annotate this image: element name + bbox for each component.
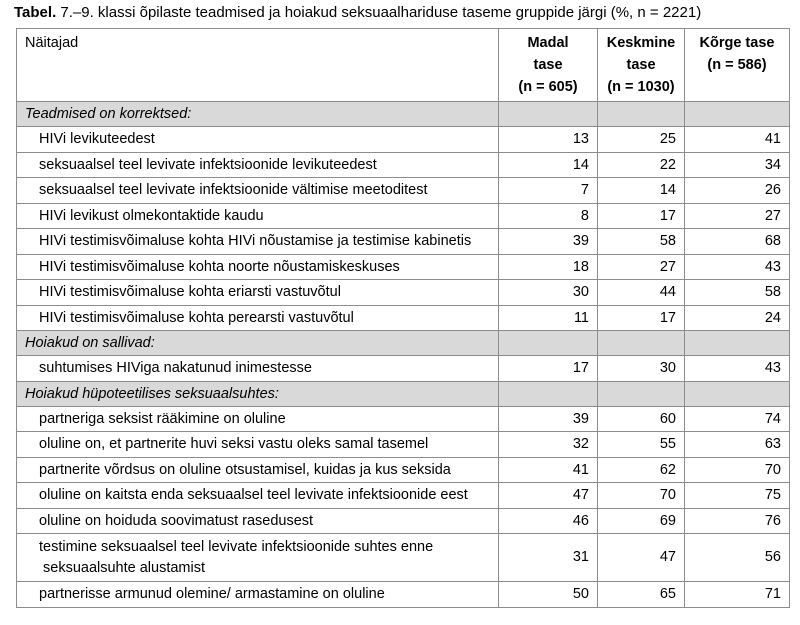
row-label-text: seksuaalsel teel levivate infektsioonide levikuteedest [39, 156, 377, 173]
value-high: 41 [685, 127, 790, 153]
value-high: 68 [685, 229, 790, 255]
row-label [17, 534, 499, 582]
value-low: 32 [499, 432, 598, 458]
header-medium [598, 29, 685, 102]
value-medium: 60 [598, 406, 685, 432]
table-row [17, 203, 790, 229]
row-label [17, 152, 499, 178]
value-high: 24 [685, 305, 790, 331]
header-low-line2: tase [533, 57, 563, 73]
row-label-text: oluline on hoiduda soovimatust rasedusest [39, 512, 314, 529]
row-label [17, 483, 499, 509]
section-title: Hoiakud hüpoteetilises seksuaalsuhtes: [17, 381, 499, 406]
table-caption [14, 3, 701, 22]
row-label-text: seksuaalsel teel levivate infektsioonide vältimise meetoditest [39, 182, 428, 199]
table-row [17, 406, 790, 432]
section-empty-cell [598, 331, 685, 356]
section-empty-cell [499, 331, 598, 356]
caption-text: 7.–9. klassi õpilaste teadmised ja hoiakud seksuaalhariduse taseme gruppide järgi (%, n = 2221) [56, 4, 702, 21]
value-medium: 17 [598, 305, 685, 331]
row-label [17, 178, 499, 204]
section-header-row [17, 331, 790, 356]
table-row [17, 152, 790, 178]
table-row [17, 356, 790, 382]
value-low: 7 [499, 178, 598, 204]
section-header-row [17, 381, 790, 406]
row-label [17, 457, 499, 483]
value-medium: 58 [598, 229, 685, 255]
section-empty-cell [499, 102, 598, 127]
value-high: 34 [685, 152, 790, 178]
data-table [16, 28, 790, 608]
section-empty-cell [685, 381, 790, 406]
table-body [17, 102, 790, 608]
row-label [17, 582, 499, 608]
table-row [17, 432, 790, 458]
value-high: 43 [685, 356, 790, 382]
header-row [17, 29, 790, 102]
section-empty-cell [685, 331, 790, 356]
value-medium: 25 [598, 127, 685, 153]
row-label [17, 305, 499, 331]
table-row [17, 508, 790, 534]
value-medium: 55 [598, 432, 685, 458]
table-row [17, 457, 790, 483]
header-high-line2: (n = 586) [707, 57, 767, 73]
section-empty-cell [598, 102, 685, 127]
section-empty-cell [598, 381, 685, 406]
value-medium: 65 [598, 582, 685, 608]
section-title: Teadmised on korrektsed: [17, 102, 499, 127]
value-high: 63 [685, 432, 790, 458]
value-medium: 62 [598, 457, 685, 483]
value-low: 39 [499, 406, 598, 432]
header-low [499, 29, 598, 102]
value-high: 56 [685, 534, 790, 582]
value-low: 47 [499, 483, 598, 509]
row-label-text: testimine seksuaalsel teel levivate infektsioonide suhtes enne [39, 538, 434, 555]
header-high-line1: Kõrge tase [699, 35, 775, 51]
table-row [17, 280, 790, 306]
row-label [17, 254, 499, 280]
row-label-text: HIVi levikust olmekontaktide kaudu [39, 207, 264, 224]
table-row [17, 229, 790, 255]
value-medium: 17 [598, 203, 685, 229]
value-high: 70 [685, 457, 790, 483]
row-label-text: HIVi testimisvõimaluse kohta eriarsti vastuvõtul [39, 284, 341, 301]
row-label-text: HIVi testimisvõimaluse kohta HIVi nõustamise ja testimise kabinetis [39, 233, 472, 250]
section-header-row [17, 102, 790, 127]
value-low: 14 [499, 152, 598, 178]
table-row [17, 178, 790, 204]
value-low: 13 [499, 127, 598, 153]
table-row [17, 534, 790, 582]
value-high: 74 [685, 406, 790, 432]
header-low-line1: Madal [527, 35, 569, 51]
row-label-text: partnerite võrdsus on oluline otsustamisel, kuidas ja kus seksida [39, 461, 451, 478]
row-label [17, 432, 499, 458]
row-label [17, 508, 499, 534]
section-empty-cell [499, 381, 598, 406]
value-low: 18 [499, 254, 598, 280]
value-low: 41 [499, 457, 598, 483]
header-indicator: Näitajad [17, 29, 499, 102]
row-label-text: partneriga seksist rääkimine on oluline [39, 410, 286, 427]
row-label-text: HIVi testimisvõimaluse kohta noorte nõustamiskeskuses [39, 258, 400, 275]
value-low: 30 [499, 280, 598, 306]
row-label [17, 356, 499, 382]
value-medium: 30 [598, 356, 685, 382]
value-low: 8 [499, 203, 598, 229]
table-row [17, 254, 790, 280]
value-low: 31 [499, 534, 598, 582]
value-high: 71 [685, 582, 790, 608]
header-medium-line3: (n = 1030) [607, 79, 675, 95]
header-high [685, 29, 790, 102]
header-medium-line2: tase [626, 57, 656, 73]
value-medium: 69 [598, 508, 685, 534]
table-row [17, 127, 790, 153]
header-low-line3: (n = 605) [518, 79, 578, 95]
value-low: 50 [499, 582, 598, 608]
value-high: 58 [685, 280, 790, 306]
row-label-text: HIVi levikuteedest [39, 131, 155, 148]
header-medium-line1: Keskmine [606, 35, 676, 51]
value-high: 76 [685, 508, 790, 534]
value-medium: 22 [598, 152, 685, 178]
section-empty-cell [685, 102, 790, 127]
value-low: 11 [499, 305, 598, 331]
value-medium: 70 [598, 483, 685, 509]
row-label-text-cont: seksuaalsuhte alustamist [43, 559, 205, 576]
value-low: 17 [499, 356, 598, 382]
table-row [17, 582, 790, 608]
caption-label: Tabel. [14, 4, 57, 21]
value-medium: 27 [598, 254, 685, 280]
row-label [17, 229, 499, 255]
value-high: 43 [685, 254, 790, 280]
value-medium: 44 [598, 280, 685, 306]
row-label [17, 127, 499, 153]
row-label-text: partnerisse armunud olemine/ armastamine on oluline [39, 586, 385, 603]
row-label [17, 406, 499, 432]
value-medium: 47 [598, 534, 685, 582]
value-high: 75 [685, 483, 790, 509]
row-label-text: oluline on kaitsta enda seksuaalsel teel levivate infektsioonide eest [39, 487, 468, 504]
row-label-text: oluline on, et partnerite huvi seksi vastu oleks samal tasemel [39, 436, 429, 453]
value-low: 46 [499, 508, 598, 534]
row-label-text: suhtumises HIViga nakatunud inimestesse [39, 360, 312, 377]
row-label [17, 203, 499, 229]
table-row [17, 305, 790, 331]
value-medium: 14 [598, 178, 685, 204]
table-row [17, 483, 790, 509]
section-title: Hoiakud on sallivad: [17, 331, 499, 356]
value-high: 26 [685, 178, 790, 204]
row-label-text: HIVi testimisvõimaluse kohta perearsti vastuvõtul [39, 309, 354, 326]
value-low: 39 [499, 229, 598, 255]
row-label [17, 280, 499, 306]
value-high: 27 [685, 203, 790, 229]
